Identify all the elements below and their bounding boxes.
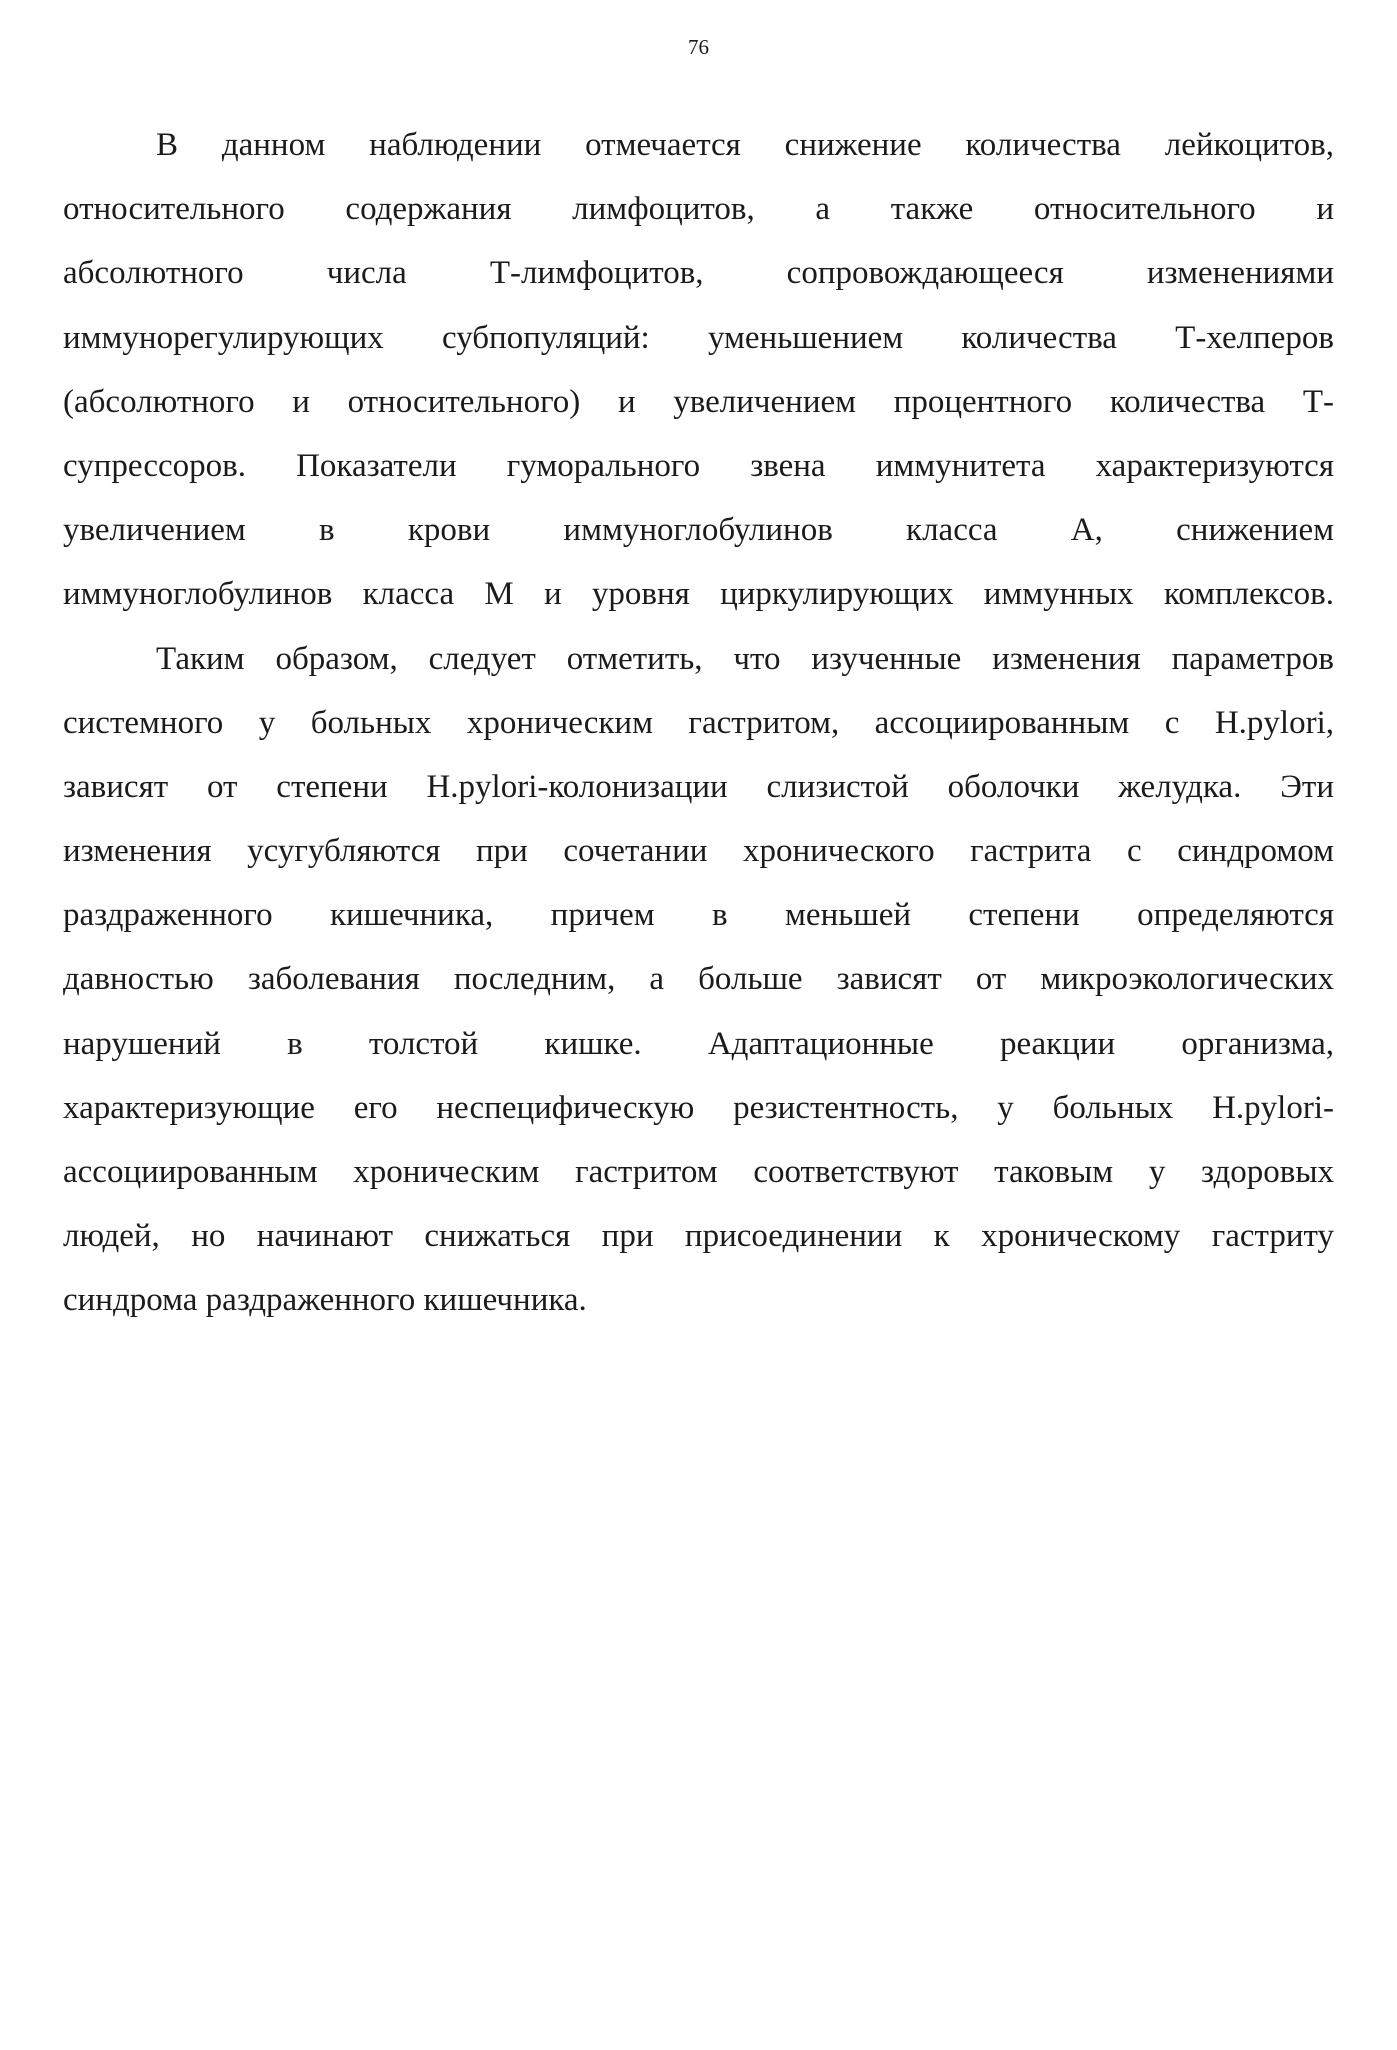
text-line: людей, но начинают снижаться при присоединении к хроническому гастриту	[63, 1218, 1334, 1255]
text-line: давностью заболевания последним, а больше зависят от микроэкологических	[63, 961, 1334, 998]
text-line: системного у больных хроническим гастритом, ассоциированным с H.pylori,	[63, 704, 1334, 741]
text-line: иммуноглобулинов класса М и уровня циркулирующих иммунных комплексов.	[63, 576, 1334, 613]
text-line: характеризующие его неспецифическую резистентность, у больных H.pylori-	[63, 1089, 1334, 1126]
text-line: абсолютного числа Т-лимфоцитов, сопровождающееся изменениями	[63, 255, 1334, 292]
text-line: ассоциированным хроническим гастритом соответствуют таковым у здоровых	[63, 1154, 1334, 1190]
text-line: относительного содержания лимфоцитов, а также относительного и	[63, 191, 1334, 228]
text-line: супрессоров. Показатели гуморального звена иммунитета характеризуются	[63, 447, 1334, 484]
text-line: Таким образом, следует отметить, что изученные изменения параметров	[156, 640, 1334, 677]
text-line: изменения усугубляются при сочетании хронического гастрита с синдромом	[63, 833, 1334, 870]
text-line: зависят от степени H.pylori-колонизации слизистой оболочки желудка. Эти	[63, 768, 1334, 805]
page-number: 76	[688, 35, 709, 59]
body-text	[63, 113, 1334, 1333]
text-line: В данном наблюдении отмечается снижение количества лейкоцитов,	[156, 127, 1334, 163]
text-line: иммунорегулирующих субпопуляций: уменьшением количества Т-хелперов	[63, 319, 1334, 356]
text-line: синдрома раздраженного кишечника.	[63, 1282, 587, 1319]
text-line: нарушений в толстой кишке. Адаптационные реакции организма,	[63, 1025, 1334, 1062]
text-line: (абсолютного и относительного) и увеличением процентного количества Т-	[63, 383, 1334, 420]
text-line: раздраженного кишечника, причем в меньшей степени определяются	[63, 897, 1334, 934]
text-line: увеличением в крови иммуноглобулинов класса А, снижением	[63, 512, 1334, 549]
paragraph-2	[63, 627, 1334, 1333]
paragraph-1	[63, 113, 1334, 627]
